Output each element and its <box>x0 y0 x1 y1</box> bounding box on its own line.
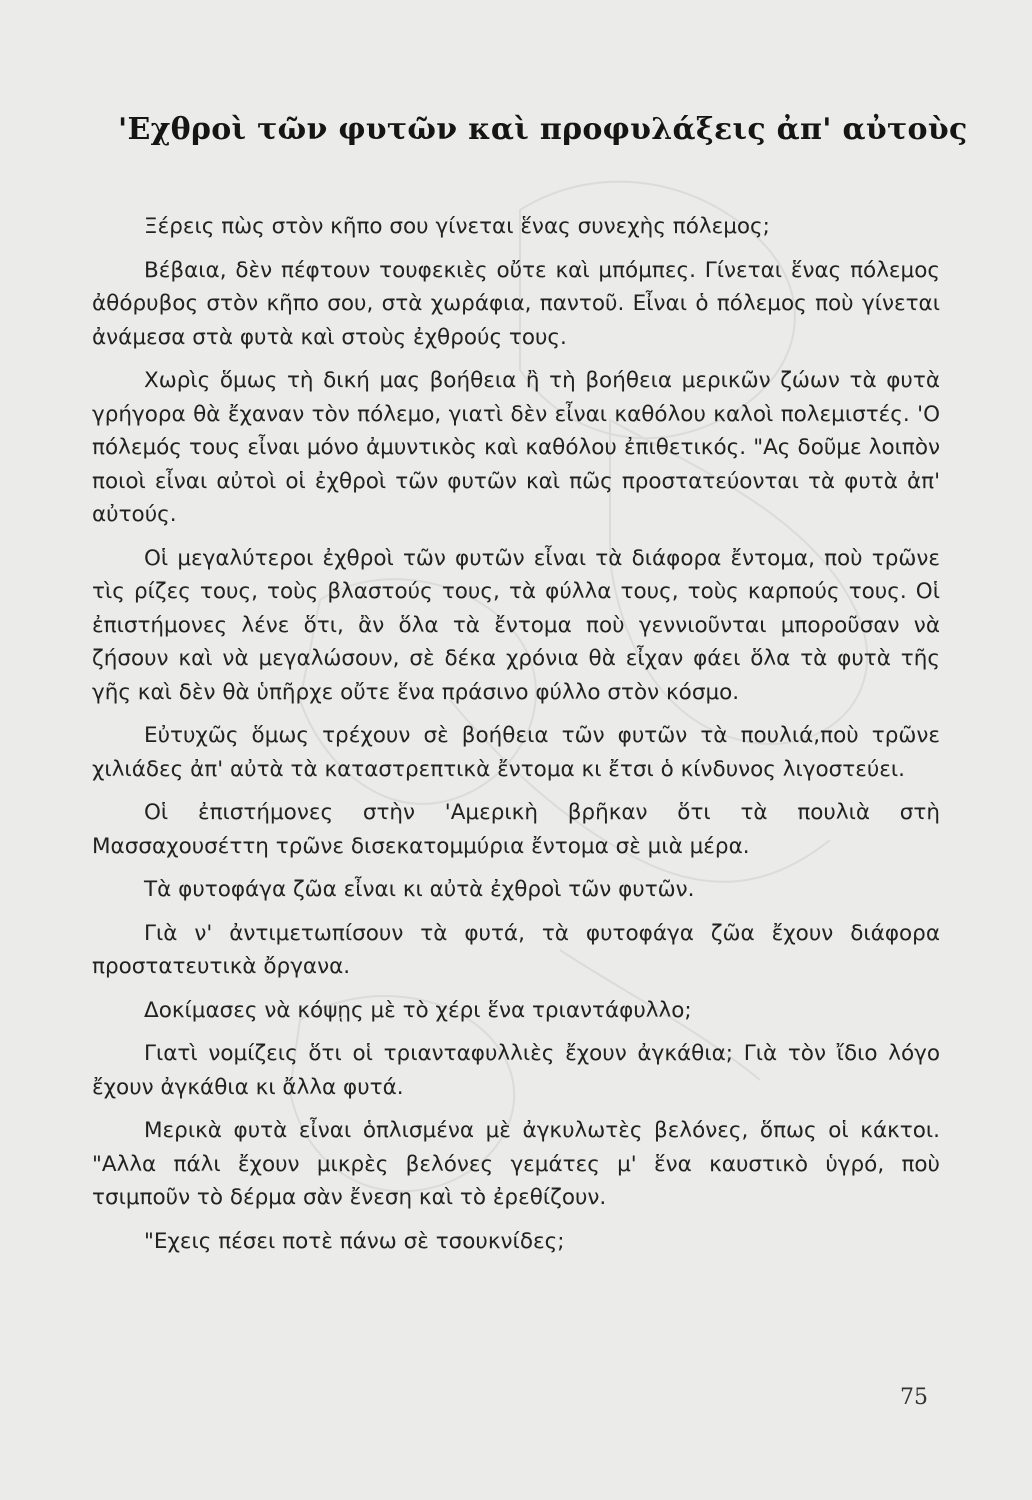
paragraph: Βέβαια, δὲν πέφτουν τουφεκιὲς οὔτε καὶ μπόμπες. Γίνεται ἕνας πόλεμος ἀθόρυβος στὸν κῆπο σου, στὰ χωράφια, παντοῦ. Εἶναι ὁ πόλεμος ποὺ γίνεται ἀνάμεσα στὰ φυτὰ καὶ στοὺς ἐχθρούς τους. <box>92 257 940 350</box>
paragraph: Γιὰ ν' ἀντιμετωπίσουν τὰ φυτά, τὰ φυτοφάγα ζῶα ἔχουν διάφορα προστατευτικὰ ὄργανα. <box>92 920 940 979</box>
paragraph: Τὰ φυτοφάγα ζῶα εἶναι κι αὐτὰ ἐχθροὶ τῶν φυτῶν. <box>144 877 695 902</box>
paragraph: Μερικὰ φυτὰ εἶναι ὁπλισμένα μὲ ἀγκυλωτὲς βελόνες, ὅπως οἱ κάκτοι. "Αλλα πάλι ἔχουν μικρὲς βελόνες γεμάτες μ' ἕνα καυστικὸ ὑγρό, ποὺ τσιμποῦν τὸ δέρμα σὰν ἔνεση καὶ τὸ ἐρεθίζουν. <box>92 1118 940 1210</box>
paragraph: Δοκίμασες νὰ κόψῃς μὲ τὸ χέρι ἕνα τριαντάφυλλο; <box>144 997 692 1023</box>
paragraph: Ξέρεις πὼς στὸν κῆπο σου γίνεται ἕνας συνεχὴς πόλεμος; <box>144 214 770 239</box>
paragraph: Εὐτυχῶς ὅμως τρέχουν σὲ βοήθεια τῶν φυτῶν τὰ πουλιά,ποὺ τρῶνε χιλιάδες ἀπ' αὐτὰ τὰ καταστρεπτικὰ ἔντομα κι ἔτσι ὁ κίνδυνος λιγοστεύει. <box>92 723 940 782</box>
paragraph: Οἱ ἐπιστήμονες στὴν 'Αμερικὴ βρῆκαν ὅτι τὰ πουλιὰ στὴ Μασσαχουσέττη τρῶνε δισεκατομμύρια ἔντομα σὲ μιὰ μέρα. <box>92 800 940 859</box>
page-title: 'Εχθροὶ τῶν φυτῶν καὶ προφυλάξεις ἀπ' αὐτοὺς <box>118 112 968 147</box>
paragraph: Γιατὶ νομίζεις ὅτι οἱ τριανταφυλλιὲς ἔχουν ἀγκάθια; Γιὰ τὸν ἴδιο λόγο ἔχουν ἀγκάθια κι ἄλλα φυτά. <box>92 1041 940 1100</box>
paragraph: "Εχεις πέσει ποτὲ πάνω σὲ τσουκνίδες; <box>144 1228 565 1254</box>
paragraph: Οἱ μεγαλύτεροι ἐχθροὶ τῶν φυτῶν εἶναι τὰ διάφορα ἔντομα, ποὺ τρῶνε τὶς ρίζες τους, τοὺς βλαστούς τους, τὰ φύλλα τους, τοὺς καρπούς τους. Οἱ ἐπιστήμονες λένε ὅτι, ἂν ὅλα τὰ ἔντομα ποὺ γεννιοῦνται μποροῦσαν νὰ ζήσουν καὶ νὰ μεγαλώσουν, σὲ δέκα χρόνια θὰ εἶχαν φάει ὅλα τὰ φυτὰ τῆς γῆς καὶ δὲν θὰ ὑπῆρχε οὔτε ἕνα πράσινο φύλλο στὸν κόσμο. <box>92 545 940 705</box>
body-text <box>92 210 940 1268</box>
paragraph: Χωρὶς ὅμως τὴ δική μας βοήθεια ἢ τὴ βοήθεια μερικῶν ζώων τὰ φυτὰ γρήγορα θὰ ἔχαναν τὸν πόλεμο, γιατὶ δὲν εἶναι καθόλου καλοὶ πολεμιστές. 'Ο πόλεμός τους εἶναι μόνο ἀμυντικὸς καὶ καθόλου ἐπιθετικός. "Ας δοῦμε λοιπὸν ποιοὶ εἶναι αὐτοὶ οἱ ἐχθροὶ τῶν φυτῶν καὶ πῶς προστατεύονται τὰ φυτὰ ἀπ' αὐτούς. <box>92 368 940 527</box>
page-number: 75 <box>900 1385 928 1410</box>
